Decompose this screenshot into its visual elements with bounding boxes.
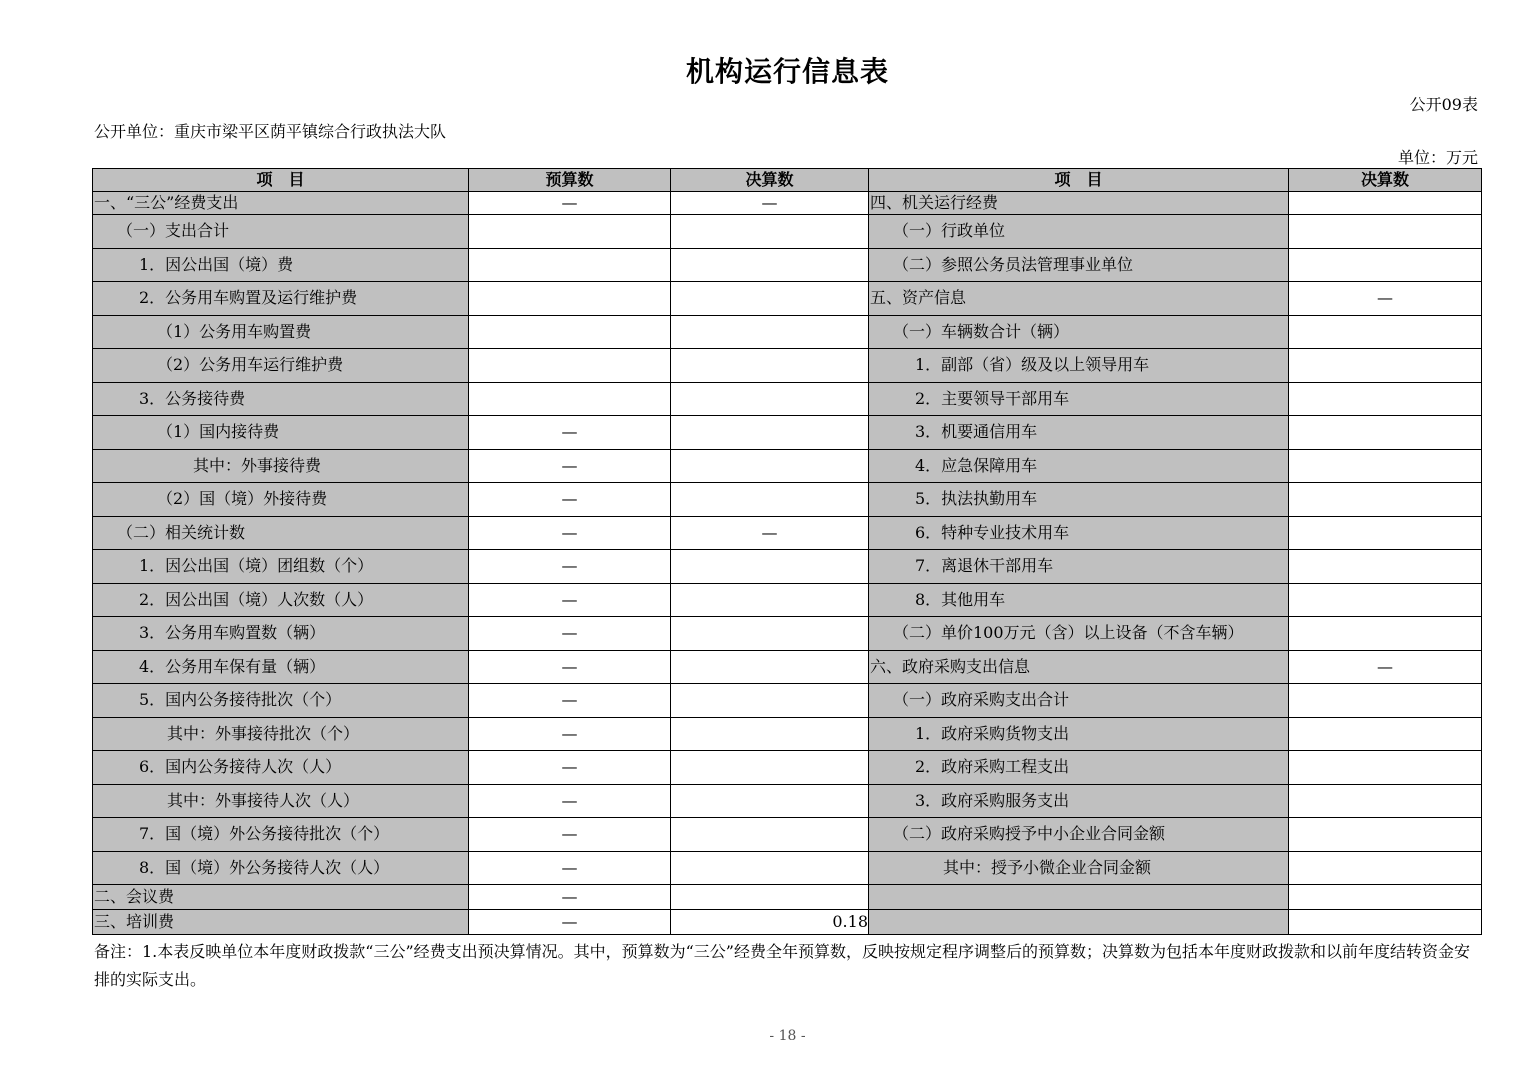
- table-row: [93, 315, 1482, 349]
- right-final-cell: [1289, 315, 1482, 349]
- budget-cell: —: [469, 550, 671, 584]
- right-final-cell: [1289, 382, 1482, 416]
- table-row: [93, 784, 1482, 818]
- right-final-cell: [1289, 583, 1482, 617]
- table-row: [93, 416, 1482, 450]
- header-item-left: 项 目: [93, 169, 469, 192]
- table-row: [93, 583, 1482, 617]
- left-item-cell: 1．因公出国（境）团组数（个）: [93, 550, 469, 584]
- right-item-cell: 2．主要领导干部用车: [869, 382, 1289, 416]
- left-item-cell: 其中：外事接待费: [93, 449, 469, 483]
- final-cell: [671, 483, 869, 517]
- left-item-cell: 其中：外事接待批次（个）: [93, 717, 469, 751]
- currency-unit: 单位：万元: [1397, 148, 1478, 167]
- left-item-cell: （一）支出合计: [93, 215, 469, 249]
- left-item-cell: （2）国（境）外接待费: [93, 483, 469, 517]
- budget-cell: —: [469, 684, 671, 718]
- budget-cell: —: [469, 617, 671, 651]
- right-item-cell: [869, 910, 1289, 935]
- final-cell: 0.18: [671, 910, 869, 935]
- right-item-cell: （一）车辆数合计（辆）: [869, 315, 1289, 349]
- table-row: [93, 215, 1482, 249]
- table-row: [93, 516, 1482, 550]
- final-cell: [671, 449, 869, 483]
- final-cell: [671, 717, 869, 751]
- budget-cell: —: [469, 751, 671, 785]
- final-cell: [671, 248, 869, 282]
- table-row: [93, 382, 1482, 416]
- right-final-cell: [1289, 349, 1482, 383]
- right-item-cell: （一）行政单位: [869, 215, 1289, 249]
- right-item-cell: 四、机关运行经费: [869, 192, 1289, 215]
- final-cell: [671, 215, 869, 249]
- budget-cell: [469, 248, 671, 282]
- right-final-cell: [1289, 192, 1482, 215]
- table-row: [93, 818, 1482, 852]
- left-item-cell: 2．公务用车购置及运行维护费: [93, 282, 469, 316]
- right-item-cell: 五、资产信息: [869, 282, 1289, 316]
- right-item-cell: 1．政府采购货物支出: [869, 717, 1289, 751]
- table-row: [93, 885, 1482, 910]
- institution-operation-table: [92, 168, 1482, 935]
- right-final-cell: [1289, 449, 1482, 483]
- table-note: 备注：1.本表反映单位本年度财政拨款“三公”经费支出预决算情况。其中，预算数为“三公”经费全年预算数，反映按规定程序调整后的预算数；决算数为包括本年度财政拨款和以前年度结转资金安排的实际支出。: [94, 942, 1470, 989]
- left-item-cell: 3．公务用车购置数（辆）: [93, 617, 469, 651]
- left-item-cell: 3．公务接待费: [93, 382, 469, 416]
- table-row: [93, 910, 1482, 935]
- right-final-cell: [1289, 550, 1482, 584]
- budget-cell: [469, 382, 671, 416]
- right-item-cell: （一）政府采购支出合计: [869, 684, 1289, 718]
- right-item-cell: 4．应急保障用车: [869, 449, 1289, 483]
- right-item-cell: [869, 885, 1289, 910]
- right-item-cell: 六、政府采购支出信息: [869, 650, 1289, 684]
- table-row: [93, 282, 1482, 316]
- left-item-cell: （二）相关统计数: [93, 516, 469, 550]
- right-item-cell: 其中：授予小微企业合同金额: [869, 851, 1289, 885]
- left-item-cell: 4．公务用车保有量（辆）: [93, 650, 469, 684]
- table-row: [93, 717, 1482, 751]
- right-item-cell: （二）参照公务员法管理事业单位: [869, 248, 1289, 282]
- right-final-cell: —: [1289, 282, 1482, 316]
- right-final-cell: [1289, 215, 1482, 249]
- budget-cell: —: [469, 910, 671, 935]
- left-item-cell: 5．国内公务接待批次（个）: [93, 684, 469, 718]
- left-item-cell: （1）公务用车购置费: [93, 315, 469, 349]
- table-row: [93, 650, 1482, 684]
- table-row: [93, 550, 1482, 584]
- table-row: [93, 617, 1482, 651]
- left-item-cell: 一、“三公”经费支出: [93, 192, 469, 215]
- budget-cell: —: [469, 717, 671, 751]
- left-item-cell: 1．因公出国（境）费: [93, 248, 469, 282]
- left-item-cell: 其中：外事接待人次（人）: [93, 784, 469, 818]
- right-final-cell: [1289, 784, 1482, 818]
- left-item-cell: 二、会议费: [93, 885, 469, 910]
- budget-cell: —: [469, 650, 671, 684]
- final-cell: [671, 650, 869, 684]
- right-item-cell: 7．离退休干部用车: [869, 550, 1289, 584]
- left-item-cell: 7．国（境）外公务接待批次（个）: [93, 818, 469, 852]
- budget-cell: —: [469, 784, 671, 818]
- right-final-cell: [1289, 617, 1482, 651]
- final-cell: [671, 550, 869, 584]
- table-row: [93, 349, 1482, 383]
- table-row: [93, 192, 1482, 215]
- left-item-cell: 2．因公出国（境）人次数（人）: [93, 583, 469, 617]
- header-final-right: 决算数: [1289, 169, 1482, 192]
- left-item-cell: 6．国内公务接待人次（人）: [93, 751, 469, 785]
- right-final-cell: [1289, 416, 1482, 450]
- budget-cell: [469, 315, 671, 349]
- right-item-cell: 8．其他用车: [869, 583, 1289, 617]
- final-cell: [671, 684, 869, 718]
- budget-cell: [469, 215, 671, 249]
- right-final-cell: [1289, 248, 1482, 282]
- right-item-cell: 2．政府采购工程支出: [869, 751, 1289, 785]
- budget-cell: —: [469, 818, 671, 852]
- final-cell: [671, 349, 869, 383]
- right-final-cell: [1289, 885, 1482, 910]
- budget-cell: [469, 349, 671, 383]
- reporting-unit: 公开单位：重庆市梁平区荫平镇综合行政执法大队: [94, 122, 447, 141]
- table-row: [93, 248, 1482, 282]
- budget-cell: —: [469, 885, 671, 910]
- right-final-cell: —: [1289, 650, 1482, 684]
- table-row: [93, 851, 1482, 885]
- final-cell: [671, 784, 869, 818]
- final-cell: [671, 315, 869, 349]
- final-cell: [671, 382, 869, 416]
- final-cell: —: [671, 192, 869, 215]
- left-item-cell: 8．国（境）外公务接待人次（人）: [93, 851, 469, 885]
- final-cell: [671, 282, 869, 316]
- final-cell: [671, 416, 869, 450]
- left-item-cell: （2）公务用车运行维护费: [93, 349, 469, 383]
- right-item-cell: 5．执法执勤用车: [869, 483, 1289, 517]
- budget-cell: —: [469, 851, 671, 885]
- right-final-cell: [1289, 910, 1482, 935]
- budget-cell: —: [469, 483, 671, 517]
- header-final-left: 决算数: [671, 169, 869, 192]
- right-item-cell: 3．机要通信用车: [869, 416, 1289, 450]
- table-row: [93, 449, 1482, 483]
- table-row: [93, 751, 1482, 785]
- header-budget: 预算数: [469, 169, 671, 192]
- right-final-cell: [1289, 751, 1482, 785]
- left-item-cell: （1）国内接待费: [93, 416, 469, 450]
- final-cell: [671, 818, 869, 852]
- table-row: [93, 684, 1482, 718]
- page-title: 机构运行信息表: [685, 55, 889, 88]
- page-number: - 18 -: [769, 1028, 806, 1044]
- budget-cell: —: [469, 192, 671, 215]
- final-cell: [671, 617, 869, 651]
- left-item-cell: 三、培训费: [93, 910, 469, 935]
- table-row: [93, 483, 1482, 517]
- right-item-cell: 6．特种专业技术用车: [869, 516, 1289, 550]
- right-item-cell: 1．副部（省）级及以上领导用车: [869, 349, 1289, 383]
- right-final-cell: [1289, 684, 1482, 718]
- final-cell: [671, 751, 869, 785]
- right-item-cell: （二）单价100万元（含）以上设备（不含车辆）: [869, 617, 1289, 651]
- final-cell: [671, 583, 869, 617]
- right-final-cell: [1289, 483, 1482, 517]
- final-cell: —: [671, 516, 869, 550]
- right-final-cell: [1289, 851, 1482, 885]
- right-final-cell: [1289, 717, 1482, 751]
- budget-cell: —: [469, 583, 671, 617]
- right-item-cell: （二）政府采购授予中小企业合同金额: [869, 818, 1289, 852]
- budget-cell: —: [469, 516, 671, 550]
- right-final-cell: [1289, 818, 1482, 852]
- budget-cell: —: [469, 449, 671, 483]
- right-final-cell: [1289, 516, 1482, 550]
- final-cell: [671, 851, 869, 885]
- header-item-right: 项 目: [869, 169, 1289, 192]
- budget-cell: —: [469, 416, 671, 450]
- right-item-cell: 3．政府采购服务支出: [869, 784, 1289, 818]
- table-header-row: [93, 169, 1482, 192]
- final-cell: [671, 885, 869, 910]
- table-number: 公开09表: [1409, 95, 1478, 114]
- budget-cell: [469, 282, 671, 316]
